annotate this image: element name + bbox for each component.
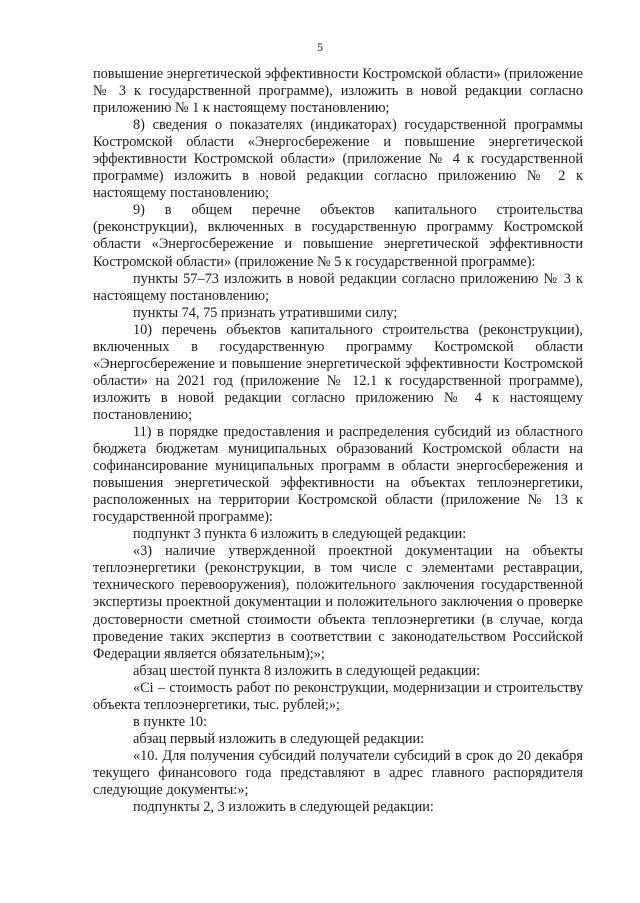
paragraph: повышение энергетической эффективности Костромской области» (приложение № 3 к государственной программе), изложить в новой редакции согласно приложению № 1 к настоящему постановлению; (93, 66, 583, 117)
paragraph: абзац первый изложить в следующей редакции: (133, 730, 425, 747)
paragraph: «3) наличие утвержденной проектной документации на объекты теплоэнергетики (реконструкции, в том числе с элементами реставрации, технического перевооружения), положительного заключения государственной экспертизы проектной документации и положительного заключения о проверке достоверности сметной стоимости объекта теплоэнергетики (в случае, когда проведение таких экспертиз в соответствии с законодательством Российской Федерации является обязательным);»; (93, 543, 583, 662)
paragraph: «Ci – стоимость работ по реконструкции, модернизации и строительству объекта теплоэнергетики, тыс. рублей;»; (93, 679, 583, 713)
paragraph: подпункт 3 пункта 6 изложить в следующей редакции: (133, 526, 467, 543)
paragraph: 10) перечень объектов капитального строительства (реконструкции), включенных в государственную программу Костромской области «Энергосбережение и повышение энергетической эффективности Костромской области» на 2021 год (приложение № 12.1 к государственной программе), изложить в новой редакции согласно приложению № 4 к настоящему постановлению; (93, 321, 583, 423)
paragraph: абзац шестой пункта 8 изложить в следующей редакции: (133, 662, 481, 679)
paragraph: пункты 74, 75 признать утратившими силу; (133, 304, 398, 321)
paragraph: пункты 57–73 изложить в новой редакции согласно приложению № 3 к настоящему постановлению; (93, 270, 583, 304)
document-body (93, 66, 583, 816)
paragraph: в пункте 10: (133, 713, 207, 730)
page-number: 5 (317, 40, 323, 54)
paragraph: 8) сведения о показателях (индикаторах) государственной программы Костромской области «Энергосбережение и повышение энергетической эффективности Костромской области» (приложение № 4 к государственной программе) изложить в новой редакции согласно приложению № 2 к настоящему постановлению; (93, 117, 583, 202)
paragraph: 11) в порядке предоставления и распределения субсидий из областного бюджета бюджетам муниципальных образований Костромской области на софинансирование муниципальных программ в области энергосбережения и повышения энергетической эффективности на объектах теплоэнергетики, расположенных на территории Костромской области (приложение № 13 к государственной программе): (93, 423, 583, 526)
paragraph: «10. Для получения субсидий получатели субсидий в срок до 20 декабря текущего финансового года представляют в адрес главного распорядителя следующие документы:»; (93, 747, 583, 798)
paragraph: 9) в общем перечне объектов капитального строительства (реконструкции), включенных в государственную программу Костромской области «Энергосбережение и повышение энергетической эффективности Костромской области» (приложение № 5 к государственной программе): (93, 202, 583, 270)
paragraph: подпункты 2, 3 изложить в следующей редакции: (133, 799, 434, 816)
